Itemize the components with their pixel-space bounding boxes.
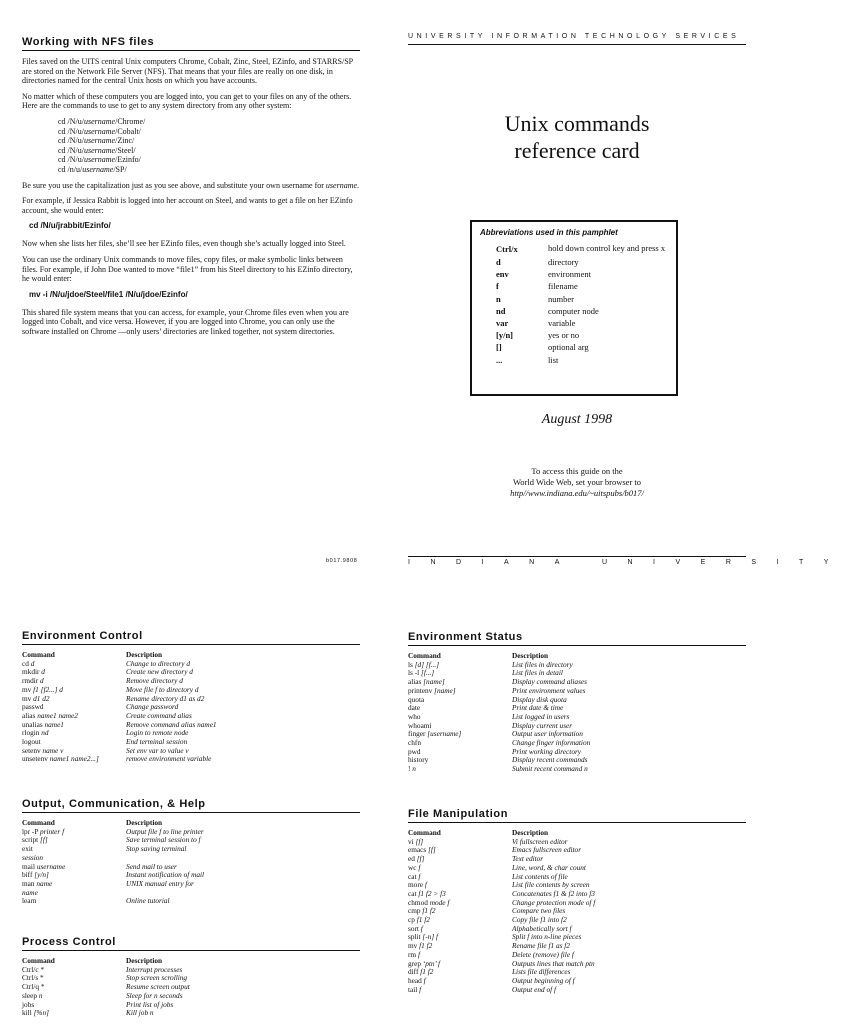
command-argument: f1 f2 > f3: [418, 888, 446, 898]
command-argument: session: [22, 852, 44, 862]
command-argument: d: [30, 658, 35, 668]
command-description: Set env var to value v: [126, 745, 189, 755]
command-row: [22, 695, 217, 704]
command-description: List files in detail: [512, 668, 563, 678]
command-name: mv: [22, 693, 32, 703]
command-row: [408, 765, 590, 774]
abbreviation-row: [496, 329, 665, 341]
command-argument: name1: [44, 719, 64, 729]
process-control-table: [22, 957, 190, 1018]
command-name: lpr -P: [22, 826, 39, 836]
command-description: End terminal session: [126, 737, 188, 747]
output-help-table: [22, 819, 204, 906]
command-cell: [408, 986, 512, 995]
command-column-header: Command: [408, 828, 441, 837]
command-cell: [408, 730, 512, 739]
command-argument: f1 f2: [422, 906, 436, 916]
command-argument: d1 d2: [33, 693, 50, 703]
process-control-section: [22, 936, 360, 1018]
command-name: unalias: [22, 719, 43, 729]
command-row: [22, 880, 204, 889]
command-argument: [username]: [427, 729, 462, 739]
command-argument: printer f: [39, 826, 65, 836]
command-description: remove environment variable: [126, 754, 212, 764]
command-description: Remove directory d: [126, 676, 183, 686]
cd-example-command: cd /N/u/jrabbit/Ezinfo/: [29, 221, 111, 231]
command-cell: [408, 942, 512, 951]
command-argument: name: [22, 887, 38, 897]
command-name: Ctrl/c *: [22, 964, 45, 974]
command-description: Change password: [126, 702, 179, 712]
command-name: rlogin: [22, 728, 40, 738]
cd-path-item: cd /N/u/username/Zinc/: [58, 136, 135, 146]
command-description: Output file f to line printer: [126, 826, 204, 836]
abbreviation-value: directory: [548, 257, 579, 267]
command-name: mv: [408, 941, 418, 951]
abbreviation-row: [496, 280, 665, 292]
command-name: diff: [408, 967, 419, 977]
abbreviation-row: [496, 354, 665, 366]
description-column-header: Description: [512, 651, 549, 660]
abbreviation-row: [496, 305, 665, 317]
env-control-section: [22, 630, 360, 764]
command-description: Display current user: [512, 720, 573, 730]
nfs-para-7: This shared file system means that you can access, for example, your Chrome files even when you are logged into Cobalt, and vice versa. However, if you are logged into Chrome, you can only use the software installed on Chrome —only users’ directories are linked together, not system directories.: [22, 307, 349, 336]
abbreviations-title: Abbreviations used in this pamphlet: [480, 228, 618, 237]
command-description: Output end of f: [512, 984, 556, 994]
command-row: [408, 907, 595, 916]
command-name: Ctrl/s *: [22, 973, 44, 983]
command-cell: [408, 855, 512, 864]
command-name: printenv: [408, 685, 433, 695]
nfs-heading: Working with NFS files: [22, 36, 360, 51]
description-column-header: Description: [126, 818, 163, 827]
description-column-header: Description: [512, 828, 549, 837]
cd-path-item: cd /N/u/username/Steel/: [58, 145, 136, 155]
command-name: rm: [408, 949, 417, 959]
edition-date: August 1998: [541, 412, 613, 427]
command-argument: [name]: [423, 677, 445, 687]
env-status-section: [408, 631, 746, 774]
command-name: sleep: [22, 990, 37, 1000]
command-name: mkdir: [22, 667, 40, 677]
command-argument: f: [424, 880, 427, 890]
title-line-2: reference card: [514, 138, 640, 163]
command-description: Create new directory d: [126, 667, 193, 677]
command-cell: [408, 704, 512, 713]
command-name: cmp: [408, 906, 421, 916]
command-name: logout: [22, 737, 41, 747]
command-name: cd: [22, 658, 29, 668]
command-name: learn: [22, 896, 37, 906]
command-description: Interrupt processes: [126, 964, 183, 974]
command-name: passwd: [22, 702, 44, 712]
command-description: Alphabetically sort f: [512, 923, 572, 933]
nfs-para-1: Files saved on the UITS central Unix computers Chrome, Cobalt, Zinc, Steel, EZinfo, and STARRS/SP are stored on the Network File Server (NFS). That means that your files are really on one disk, in directories named for the central Unix hosts on which you have accounts.: [22, 57, 353, 86]
command-name: more: [408, 880, 423, 890]
env-status-table: [408, 652, 590, 774]
command-argument: n: [38, 990, 43, 1000]
command-argument: [-n] f: [422, 932, 439, 942]
command-description: Text editor: [512, 854, 544, 864]
command-description: Rename file f1 as f2: [512, 941, 570, 951]
file-manip-table: [408, 829, 595, 994]
abbreviation-key: Ctrl/x: [496, 244, 518, 254]
command-name: man: [22, 878, 35, 888]
command-argument: [d] [f...]: [414, 659, 440, 669]
command-argument: [f...]: [420, 668, 435, 678]
cd-path-item: cd /N/u/username/Chrome/: [58, 116, 146, 126]
abbreviation-value: environment: [548, 269, 591, 280]
command-description: Print environment values: [512, 685, 586, 695]
command-argument: ‘ptn’ f: [422, 958, 441, 968]
command-name: ls -l: [408, 668, 420, 678]
command-argument: f1 f2: [416, 915, 430, 925]
command-row: [22, 889, 204, 898]
command-cell: [408, 864, 512, 873]
command-name: grep: [408, 958, 421, 968]
command-argument: [f]: [40, 835, 48, 845]
command-argument: [f]: [415, 836, 424, 846]
abbreviation-key: n: [496, 293, 501, 304]
command-argument: [f]: [428, 845, 436, 855]
command-name: biff: [22, 870, 33, 880]
nfs-para-4: For example, if Jessica Rabbit is logged into her account on Steel, and wants to get a file on her EZinfo account, she would enter:: [22, 196, 353, 215]
document-code: b017.9808: [326, 558, 358, 564]
command-argument: f1 f2: [420, 967, 434, 977]
command-description: Vi fullscreen editor: [512, 836, 568, 846]
command-description: Kill job n: [126, 1008, 154, 1018]
command-description: Send mail to user: [126, 861, 177, 871]
command-name: kill: [22, 1008, 32, 1018]
command-argument: [name]: [434, 685, 456, 695]
card-title: [408, 110, 746, 164]
abbreviation-row: [496, 341, 665, 353]
command-name: cp: [408, 915, 415, 925]
command-description: Lists file differences: [512, 967, 571, 977]
command-name: quota: [408, 694, 425, 704]
abbreviation-value: variable: [548, 318, 576, 329]
command-description: Print date & time: [512, 703, 564, 713]
file-manip-section: [408, 808, 746, 994]
command-description: Print working directory: [512, 746, 582, 756]
command-row: [22, 729, 217, 738]
abbreviation-value: yes or no: [548, 330, 580, 341]
command-description: Stop screen scrolling: [126, 973, 188, 983]
command-description: Create command alias: [126, 710, 192, 720]
command-name: mail: [22, 861, 35, 871]
command-name: alias: [408, 677, 422, 687]
command-argument: f: [423, 975, 426, 985]
command-description: Emacs fullscreen editor: [512, 845, 582, 855]
command-argument: [%n]: [33, 1008, 49, 1018]
command-argument: f: [417, 949, 420, 959]
command-name: jobs: [22, 999, 35, 1009]
command-description: List files in directory: [512, 659, 573, 669]
command-description: Stop saving terminal: [126, 844, 187, 854]
command-description: Change protection mode of f: [512, 897, 596, 907]
command-description: Instant notification of mail: [126, 870, 205, 880]
command-description: Resume screen output: [126, 982, 190, 992]
command-argument: name v: [42, 745, 64, 755]
abbreviation-value: filename: [548, 281, 578, 292]
command-description: Outputs lines that match ptn: [512, 958, 595, 968]
command-description: List file contents by screen: [512, 880, 590, 890]
abbreviation-row: [496, 256, 665, 268]
command-row: [408, 977, 595, 986]
command-description: Save terminal session to f: [126, 835, 201, 845]
abbreviations-table: [496, 243, 665, 366]
command-row: [22, 845, 204, 854]
command-argument: name1 name2: [37, 710, 78, 720]
command-name: sort: [408, 923, 419, 933]
command-description: Line, word, & char count: [512, 862, 586, 872]
output-help-heading: Output, Communication, & Help: [22, 798, 360, 813]
command-description: Split f into n-line pieces: [512, 932, 582, 942]
command-name: wc: [408, 862, 417, 872]
command-name: chfn: [408, 738, 421, 748]
command-description: Rename directory d1 as d2: [126, 693, 205, 703]
command-name: unsetenv: [22, 754, 48, 764]
banner-rule: [408, 44, 746, 45]
command-name: ed: [408, 854, 415, 864]
nfs-para-6: You can use the ordinary Unix commands to move files, copy files, or make symbolic links between files. For example, if John Doe wanted to move “file1” from his Steel directory to his EZinfo directory, he would enter:: [22, 254, 353, 284]
env-status-heading: Environment Status: [408, 631, 746, 646]
command-description: Delete (remove) file f: [512, 949, 574, 959]
iu-footer: INDIANA UNIVERSITY: [408, 559, 849, 566]
command-name: pwd: [408, 746, 421, 756]
command-description: Online tutorial: [126, 896, 170, 906]
command-description: Compare two files: [512, 906, 566, 916]
abbreviation-key: env: [496, 269, 509, 280]
command-column-header: Command: [22, 650, 55, 659]
nfs-para-5: Now when she lists her files, she’ll see her EZinfo files, even though she’s actually logged into Steel.: [22, 239, 346, 249]
command-column-header: Command: [408, 651, 441, 660]
abbreviation-key: [y/n]: [496, 330, 513, 341]
command-name: Ctrl/q *: [22, 982, 45, 992]
command-description: Sleep for n seconds: [126, 990, 183, 1000]
uits-banner: UNIVERSITY INFORMATION TECHNOLOGY SERVICES: [408, 33, 740, 40]
command-description: Remove command alias name1: [126, 719, 217, 729]
command-argument: name: [36, 878, 53, 888]
description-column-header: Description: [126, 956, 163, 965]
command-argument: [f]: [416, 854, 425, 864]
command-cell: [22, 755, 126, 764]
command-argument: username: [36, 861, 66, 871]
command-column-header: Command: [22, 956, 55, 965]
command-cell: [22, 992, 126, 1001]
command-name: vi: [408, 836, 414, 846]
command-name: date: [408, 703, 421, 713]
command-name: chmod: [408, 897, 428, 907]
command-argument: f: [418, 862, 421, 872]
command-row: [22, 755, 217, 764]
command-description: UNIX manual entry for: [126, 878, 194, 888]
command-argument: [y/n]: [34, 870, 49, 880]
command-cell: [408, 696, 512, 705]
command-description: Copy file f1 into f2: [512, 915, 567, 925]
nfs-panel: [22, 36, 360, 342]
command-argument: mode f: [429, 897, 450, 907]
abbreviation-key: f: [496, 281, 499, 292]
command-description: Change to directory d: [126, 658, 190, 668]
web-url: http//www.indiana.edu/~uitspubs/b017/: [510, 488, 644, 498]
command-cell: [22, 897, 126, 906]
command-argument: f: [420, 923, 423, 933]
command-description: Concatenates f1 & f2 into f3: [512, 888, 595, 898]
command-cell: [408, 756, 512, 765]
process-control-heading: Process Control: [22, 936, 360, 951]
command-cell: [408, 765, 512, 774]
command-argument: n: [412, 764, 416, 774]
command-name: cat: [408, 888, 417, 898]
command-cell: [22, 889, 126, 898]
command-description: Output user information: [512, 729, 583, 739]
command-name: mv: [22, 684, 32, 694]
command-name: finger: [408, 729, 426, 739]
abbreviation-value: hold down control key and press x: [548, 243, 666, 253]
nfs-para-3: Be sure you use the capitalization just as you see above, and substitute your own username for username.: [22, 180, 360, 190]
abbreviation-row: [496, 293, 665, 305]
command-description: Print list of jobs: [126, 999, 174, 1009]
command-name: history: [408, 755, 429, 765]
mv-example-command: mv -i /N/u/jdoe/Steel/file1 /N/u/jdoe/Ezinfo/: [29, 289, 188, 299]
command-row: [22, 1009, 190, 1018]
abbreviations-box: [470, 220, 678, 396]
web-line-1: To access this guide on the: [531, 466, 623, 476]
command-description: Display disk quota: [512, 694, 567, 704]
description-column-header: Description: [126, 650, 163, 659]
command-argument: f: [419, 984, 422, 994]
abbreviation-row: [496, 268, 665, 280]
web-line-2: World Wide Web, set your browser to: [512, 477, 642, 487]
abbreviation-row: [496, 317, 665, 329]
command-name: cat: [408, 871, 417, 881]
abbreviation-row: [496, 243, 665, 256]
command-cell: [408, 916, 512, 925]
command-cell: [408, 739, 512, 748]
command-description: Submit recent command n: [512, 764, 588, 774]
command-description: List contents of file: [512, 871, 568, 881]
web-info: [408, 466, 746, 499]
command-name: script: [22, 835, 39, 845]
command-name: alias: [22, 710, 36, 720]
command-name: emacs: [408, 845, 427, 855]
command-cell: [22, 1009, 126, 1018]
abbreviation-key: nd: [496, 305, 506, 316]
env-control-table: [22, 651, 217, 764]
cd-path-list: [58, 117, 360, 175]
abbreviation-key: ...: [496, 354, 503, 365]
command-name: head: [408, 975, 422, 985]
command-row: [22, 897, 204, 906]
command-name: who: [408, 711, 421, 721]
abbreviation-value: optional arg: [548, 342, 589, 353]
command-name: ls: [408, 659, 413, 669]
command-name: setenv: [22, 745, 41, 755]
command-row: [408, 899, 595, 908]
command-name: split: [408, 932, 421, 942]
command-description: Display command aliases: [512, 677, 587, 687]
command-argument: d: [41, 667, 45, 677]
command-description: Login to remote node: [126, 728, 189, 738]
command-cell: [408, 977, 512, 986]
command-argument: f: [418, 871, 421, 881]
env-control-heading: Environment Control: [22, 630, 360, 645]
title-line-1: Unix commands: [504, 111, 650, 136]
command-argument: nd: [41, 728, 49, 738]
command-description: Change finger information: [512, 738, 591, 748]
command-row: [22, 668, 217, 677]
command-description: Move file f to directory d: [126, 684, 199, 694]
abbreviation-value: list: [548, 354, 559, 365]
abbreviation-key: []: [496, 342, 502, 353]
command-name: whoami: [408, 720, 432, 730]
abbreviation-key: d: [496, 257, 501, 267]
footer-rule: [408, 556, 746, 557]
nfs-para-2: No matter which of these computers you are logged into, you can get to your files on any of the others. Here are the commands to use to get to any system directory from any other system:: [22, 91, 352, 111]
abbreviation-value: number: [548, 293, 574, 304]
command-argument: d: [40, 676, 44, 686]
command-name: !: [408, 764, 411, 774]
cd-path-item: cd /N/u/username/Cobalt/: [58, 126, 141, 136]
command-argument: f1 f2: [419, 941, 433, 951]
command-description: Output beginning of f: [512, 975, 575, 985]
command-row: [408, 986, 595, 995]
command-row: [408, 846, 595, 855]
command-argument: name1 name2...]: [49, 754, 99, 764]
command-name: exit: [22, 844, 33, 854]
command-column-header: Command: [22, 818, 55, 827]
command-name: tail: [408, 984, 418, 994]
cd-path-item: cd /n/u/username/SP/: [58, 164, 127, 174]
file-manip-heading: File Manipulation: [408, 808, 746, 823]
command-argument: f1 [f2...] d: [33, 684, 63, 694]
command-description: Display recent commands: [512, 755, 588, 765]
output-help-section: [22, 798, 360, 906]
abbreviation-value: computer node: [548, 305, 599, 316]
cd-path-item: cd /N/u/username/Ezinfo/: [58, 155, 141, 165]
command-cell: [22, 836, 126, 845]
command-description: List logged in users: [512, 711, 570, 721]
abbreviation-key: var: [496, 318, 509, 329]
command-name: rmdir: [22, 676, 39, 686]
